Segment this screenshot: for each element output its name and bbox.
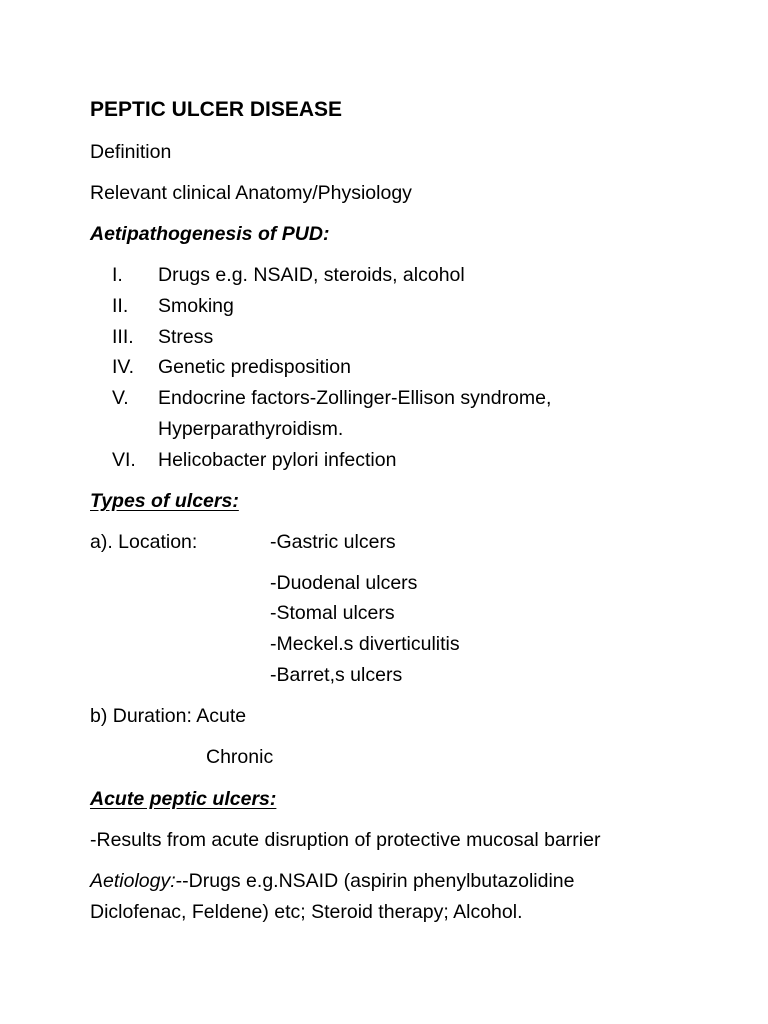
types-heading: Types of ulcers: [90, 490, 239, 512]
acute-ulcers-heading: Acute peptic ulcers: [90, 788, 277, 810]
aetiology-text: --Drugs e.g.NSAID (aspirin phenylbutazolidine [175, 870, 575, 892]
list-number: III. [112, 326, 134, 348]
page-title: PEPTIC ULCER DISEASE [90, 98, 343, 121]
list-number: I. [112, 264, 123, 286]
aetiology-text-continued: Diclofenac, Feldene) etc; Steroid therapy; Alcohol. [90, 901, 523, 923]
location-item: -Duodenal ulcers [270, 572, 418, 594]
list-text: Smoking [158, 295, 234, 317]
list-text: Stress [158, 326, 214, 348]
list-text: Helicobacter pylori infection [158, 449, 397, 471]
acute-description: -Results from acute disruption of protective mucosal barrier [90, 829, 601, 851]
list-text: Drugs e.g. NSAID, steroids, alcohol [158, 264, 465, 286]
aetiology-line [90, 869, 575, 893]
definition-heading: Definition [90, 141, 172, 163]
location-item: -Stomal ulcers [270, 602, 395, 624]
duration-chronic: Chronic [206, 746, 274, 768]
list-number: V. [112, 387, 129, 409]
list-number: VI. [112, 449, 136, 471]
list-text: Endocrine factors-Zollinger-Ellison syndrome, [158, 387, 552, 409]
location-item: -Gastric ulcers [270, 531, 396, 553]
location-item: -Barret,s ulcers [270, 664, 403, 686]
anatomy-heading: Relevant clinical Anatomy/Physiology [90, 182, 412, 204]
location-label: a). Location: [90, 531, 198, 553]
duration-label: b) Duration: Acute [90, 705, 247, 727]
aetiology-label: Aetiology: [90, 870, 176, 892]
list-number: II. [112, 295, 129, 317]
aetiopathogenesis-heading: Aetipathogenesis of PUD: [90, 223, 330, 245]
list-text: Hyperparathyroidism. [158, 418, 344, 440]
location-item: -Meckel.s diverticulitis [270, 633, 460, 655]
list-text: Genetic predisposition [158, 356, 351, 378]
list-number: IV. [112, 356, 135, 378]
